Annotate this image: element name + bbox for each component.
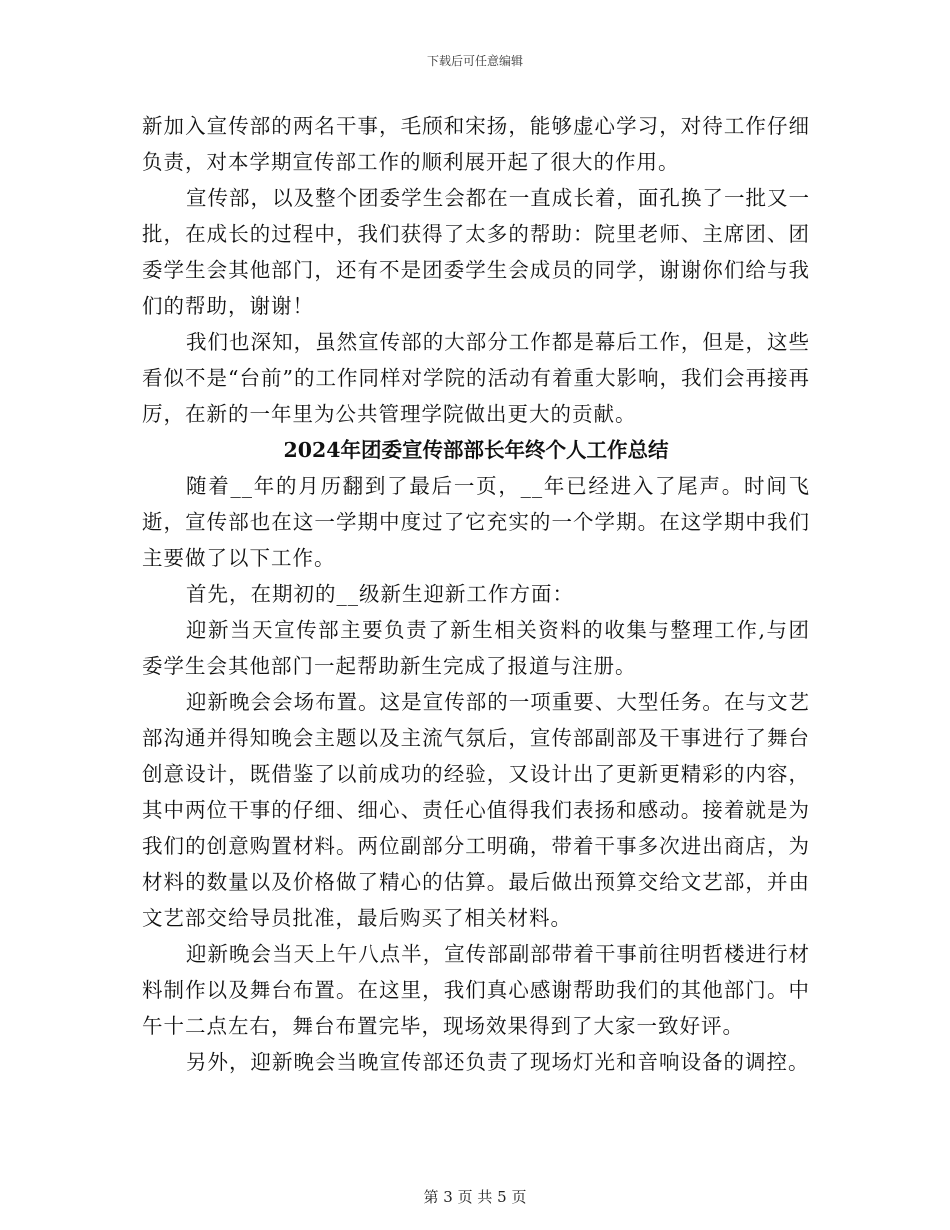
page-footer: 第 3 页 共 5 页: [423, 1188, 527, 1206]
paragraph-5: 首先，在期初的__级新生迎新工作方面：: [186, 582, 574, 606]
paragraph-4: 随着__年的月历翻到了最后一页，__年已经进入了尾声。时间飞逝，宣传部也在这一学期中度过了它充实的一个学期。在这学期中我们主要做了以下工作。: [142, 474, 810, 570]
paragraph-6: 迎新当天宣传部主要负责了新生相关资料的收集与整理工作,与团委学生会其他部门一起帮助新生完成了报道与注册。: [142, 618, 810, 678]
paragraph-9: 另外，迎新晚会当晚宣传部还负责了现场灯光和音响设备的调控。: [186, 1050, 810, 1074]
document-body: [142, 108, 810, 1080]
page-header: 下载后可任意编辑: [426, 54, 523, 68]
paragraph-3: 我们也深知，虽然宣传部的大部分工作都是幕后工作，但是，这些看似不是“台前”的工作同样对学院的活动有着重大影响，我们会再接再厉，在新的一年里为公共管理学院做出更大的贡献。: [142, 330, 810, 426]
paragraph-1: 新加入宣传部的两名干事，毛颀和宋扬，能够虚心学习，对待工作仔细负责，对本学期宣传部工作的顺利展开起了很大的作用。: [142, 114, 810, 174]
paragraph-8: 迎新晚会当天上午八点半，宣传部副部带着干事前往明哲楼进行材料制作以及舞台布置。在这里，我们真心感谢帮助我们的其他部门。中午十二点左右，舞台布置完毕，现场效果得到了大家一致好评。: [142, 942, 810, 1038]
paragraph-7: 迎新晚会会场布置。这是宣传部的一项重要、大型任务。在与文艺部沟通并得知晚会主题以及主流气氛后，宣传部副部及干事进行了舞台创意设计，既借鉴了以前成功的经验，又设计出了更新更精彩的内容，其中两位干事的仔细、细心、责任心值得我们表扬和感动。接着就是为我们的创意购置材料。两位副部分工明确，带着干事多次进出商店，为材料的数量以及价格做了精心的估算。最后做出预算交给文艺部，并由文艺部交给导员批准，最后购买了相关材料。: [142, 690, 810, 930]
paragraph-2: 宣传部，以及整个团委学生会都在一直成长着，面孔换了一批又一批，在成长的过程中，我们获得了太多的帮助：院里老师、主席团、团委学生会其他部门，还有不是团委学生会成员的同学，谢谢你们给与我们的帮助，谢谢！: [142, 186, 810, 318]
section-title: 2024年团委宣传部部长年终个人工作总结: [283, 438, 669, 462]
